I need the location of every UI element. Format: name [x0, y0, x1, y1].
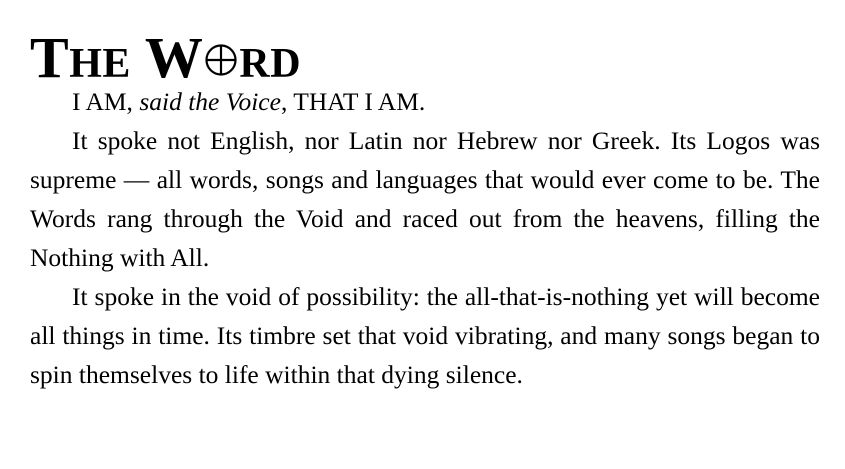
title-word2-capital: W — [144, 25, 204, 91]
paragraph-3 — [30, 277, 820, 394]
paragraph-1-segment-1: I AM, — [72, 87, 140, 116]
paragraph-2-text: It spoke not English, nor Latin nor Hebrew nor Greek. Its Logos was supreme — all words, songs and languages that would ever come to be. The Words rang through the Void and raced out from the heavens, filling the Nothing with All. — [30, 126, 820, 272]
paragraph-2 — [30, 121, 820, 277]
paragraph-1-segment-3: , THAT I AM. — [280, 87, 426, 116]
title-word1-rest: HE — [69, 41, 131, 88]
circled-cross-icon — [204, 43, 238, 77]
title-word1-capital: T — [30, 25, 70, 91]
paragraph-3-text: It spoke in the void of possibility: the all-that-is-nothing yet will become all things in time. Its timbre set that void vibrating, and many songs began to spin themselves to life within that dying silence. — [30, 282, 820, 389]
paragraph-1 — [30, 82, 820, 121]
title-word2-rest: RD — [239, 41, 302, 88]
paragraph-1-segment-2-italic: said the Voice — [139, 87, 281, 116]
body-text — [30, 82, 820, 394]
